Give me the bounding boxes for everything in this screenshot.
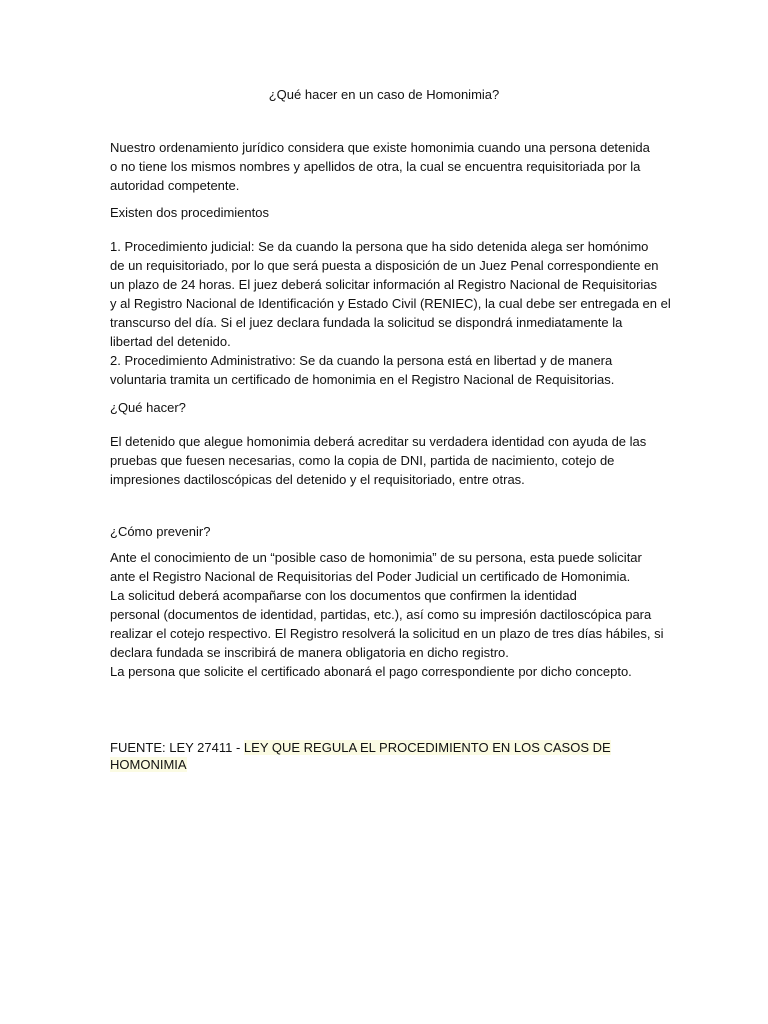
text-line: pruebas que fuesen necesarias, como la copia de DNI, partida de nacimiento, cotejo de	[110, 453, 615, 468]
procedure-judicial-paragraph	[110, 237, 671, 351]
text-line: realizar el cotejo respectivo. El Registro resolverá la solicitud en un plazo de tres días hábiles, si	[110, 626, 664, 641]
law-title-highlight: LEY QUE REGULA EL PROCEDIMIENTO EN LOS CASOS DE	[243, 740, 611, 755]
text-line: Nuestro ordenamiento jurídico considera que existe homonimia cuando una persona detenida	[110, 140, 650, 155]
source-label: FUENTE: LEY 27411 -	[110, 740, 244, 755]
text-line: de un requisitoriado, por lo que será puesta a disposición de un Juez Penal correspondiente en	[110, 258, 659, 273]
text-line: un plazo de 24 horas. El juez deberá solicitar información al Registro Nacional de Requisitorias	[110, 277, 658, 292]
text-line: Ante el conocimiento de un “posible caso de homonimia” de su persona, esta puede solicitar	[110, 550, 642, 565]
text-line: libertad del detenido.	[110, 334, 231, 349]
text-line: y al Registro Nacional de Identificación y Estado Civil (RENIEC), la cual debe ser entregada en el	[110, 296, 671, 311]
what-to-do-heading: ¿Qué hacer?	[110, 400, 186, 415]
text-line: ante el Registro Nacional de Requisitorias del Poder Judicial un certificado de Homonimia.	[110, 569, 631, 584]
text-line: 1. Procedimiento judicial: Se da cuando la persona que ha sido detenida alega ser homónimo	[110, 239, 649, 254]
text-line: El detenido que alegue homonimia deberá acreditar su verdadera identidad con ayuda de las	[110, 434, 647, 449]
text-line: La solicitud deberá acompañarse con los documentos que confirmen la identidad	[110, 588, 577, 603]
text-line: transcurso del día. Si el juez declara fundada la solicitud se dispondrá inmediatamente la	[110, 315, 623, 330]
what-to-do-paragraph	[110, 432, 662, 489]
prevent-heading: ¿Cómo prevenir?	[110, 524, 211, 539]
text-line: declara fundada se inscribirá de manera obligatoria en dicho registro.	[110, 645, 509, 660]
text-line: personal (documentos de identidad, partidas, etc.), así como su impresión dactiloscópica para	[110, 607, 652, 622]
text-line: autoridad competente.	[110, 178, 240, 193]
text-line: o no tiene los mismos nombres y apellidos de otra, la cual se encuentra requisitoriada por la	[110, 159, 641, 174]
text-line: impresiones dactiloscópicas del detenido y el requisitoriado, entre otras.	[110, 472, 525, 487]
intro-paragraph	[110, 138, 662, 195]
source-citation	[110, 739, 630, 773]
procedure-administrative-paragraph	[110, 351, 662, 389]
text-line: La persona que solicite el certificado abonará el pago correspondiente por dicho concepto.	[110, 664, 632, 679]
law-title-highlight: HOMONIMIA	[110, 757, 187, 772]
text-line: 2. Procedimiento Administrativo: Se da cuando la persona está en libertad y de manera	[110, 353, 613, 368]
procedures-intro: Existen dos procedimientos	[110, 205, 269, 220]
document-title: ¿Qué hacer en un caso de Homonimia?	[268, 87, 500, 102]
text-line: voluntaria tramita un certificado de homonimia en el Registro Nacional de Requisitorias.	[110, 372, 615, 387]
prevent-paragraph	[110, 548, 662, 681]
